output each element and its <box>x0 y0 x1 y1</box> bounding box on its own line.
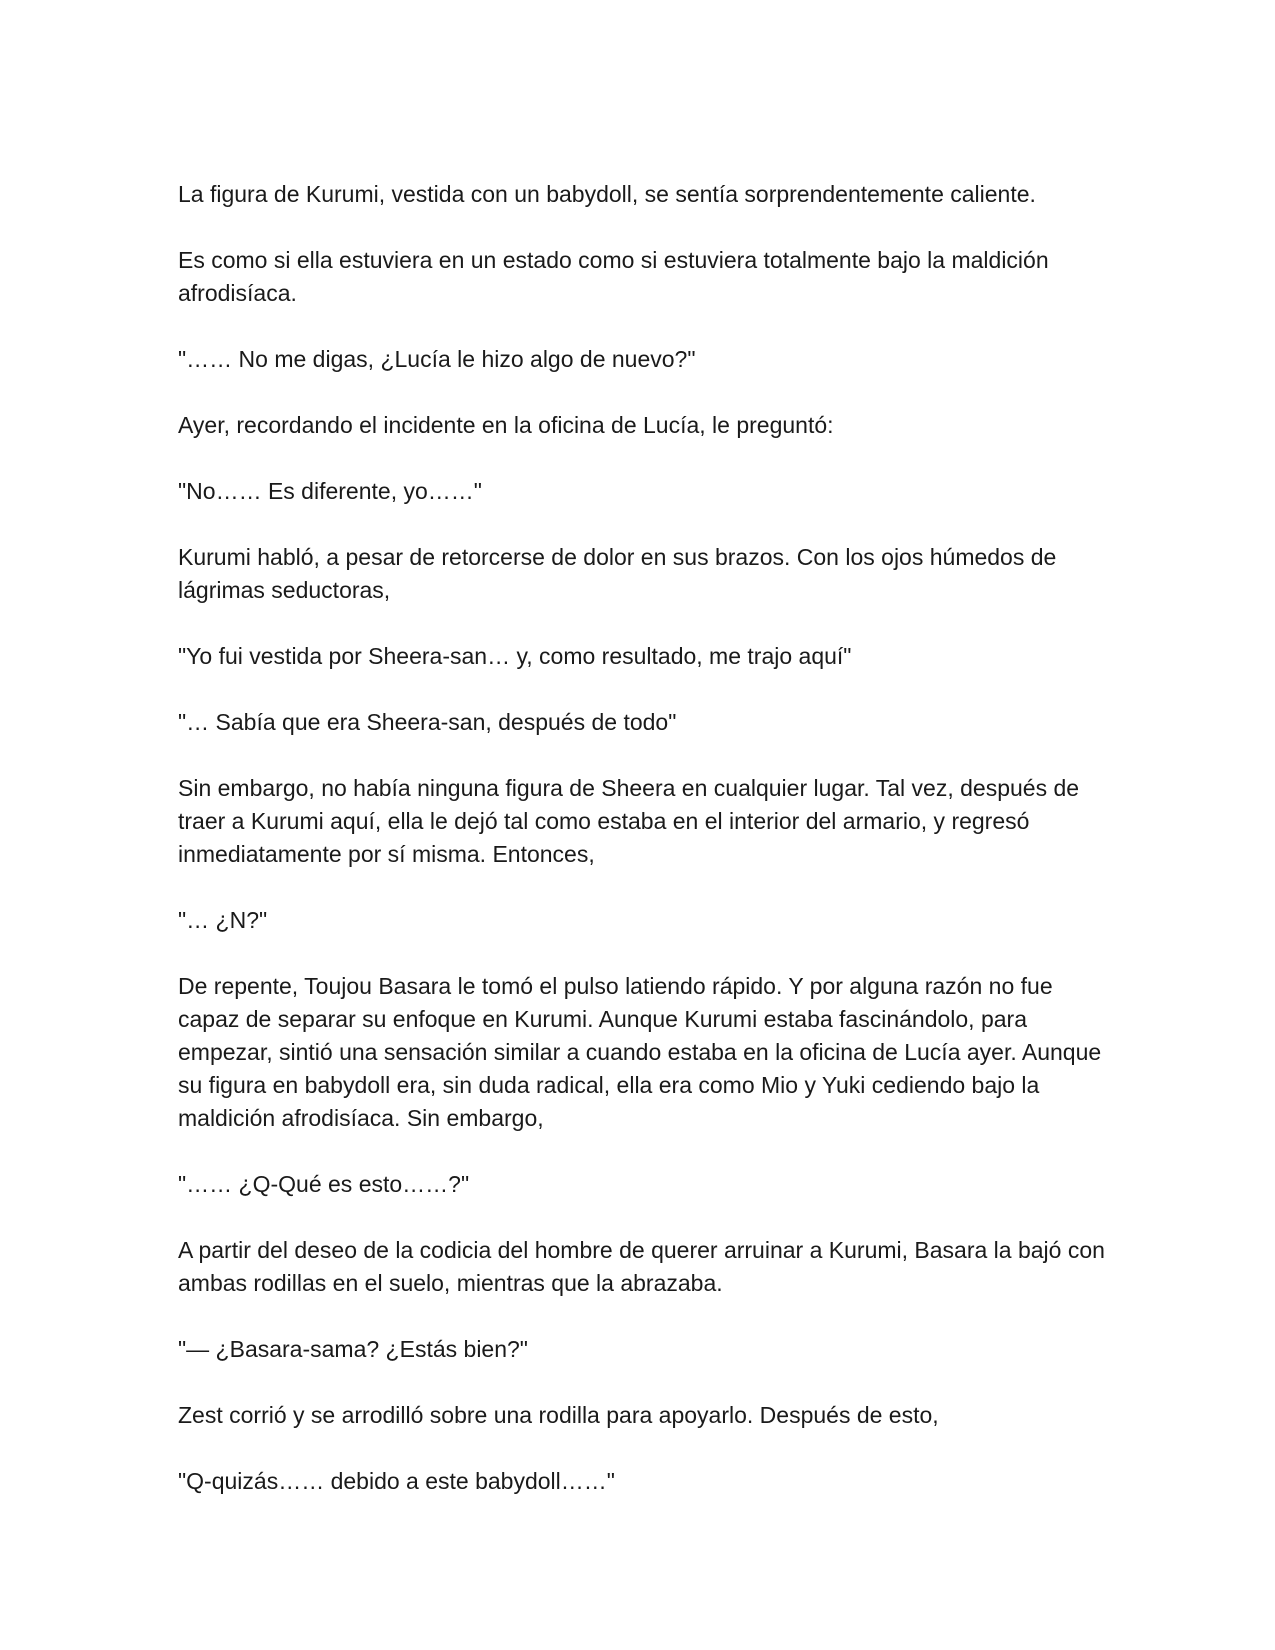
paragraph: "…… No me digas, ¿Lucía le hizo algo de nuevo?" <box>178 346 696 372</box>
paragraph: A partir del deseo de la codicia del hombre de querer arruinar a Kurumi, Basara la bajó con ambas rodillas en el suelo, mientras que la abrazaba. <box>178 1237 1105 1296</box>
paragraph: De repente, Toujou Basara le tomó el pulso latiendo rápido. Y por alguna razón no fue capaz de separar su enfoque en Kurumi. Aunque Kurumi estaba fascinándolo, para empezar, sintió una sensación similar a cuando estaba en la oficina de Lucía ayer. Aunque su figura en babydoll era, sin duda radical, ella era como Mio y Yuki cediendo bajo la maldición afrodisíaca. Sin embargo, <box>178 973 1102 1131</box>
paragraph: "… ¿N?" <box>178 907 268 933</box>
paragraph: Ayer, recordando el incidente en la oficina de Lucía, le preguntó: <box>178 412 834 438</box>
paragraph: "Q-quizás…… debido a este babydoll……" <box>178 1468 615 1494</box>
paragraph: "… Sabía que era Sheera-san, después de todo" <box>178 709 677 735</box>
document-body <box>178 178 1108 1531</box>
paragraph: Sin embargo, no había ninguna figura de Sheera en cualquier lugar. Tal vez, después de traer a Kurumi aquí, ella le dejó tal como estaba en el interior del armario, y regresó inmediatamente por sí misma. Entonces, <box>178 775 1080 867</box>
paragraph: "…… ¿Q-Qué es esto……?" <box>178 1171 470 1197</box>
paragraph: Es como si ella estuviera en un estado como si estuviera totalmente bajo la maldición afrodisíaca. <box>178 247 1049 306</box>
paragraph: La figura de Kurumi, vestida con un babydoll, se sentía sorprendentemente caliente. <box>178 181 1036 207</box>
paragraph: Kurumi habló, a pesar de retorcerse de dolor en sus brazos. Con los ojos húmedos de lágrimas seductoras, <box>178 544 1057 603</box>
paragraph: "― ¿Basara-sama? ¿Estás bien?" <box>178 1336 528 1362</box>
paragraph: Zest corrió y se arrodilló sobre una rodilla para apoyarlo. Después de esto, <box>178 1402 939 1428</box>
paragraph: "Yo fui vestida por Sheera-san… y, como resultado, me trajo aquí" <box>178 643 852 669</box>
paragraph: "No…… Es diferente, yo……" <box>178 478 482 504</box>
